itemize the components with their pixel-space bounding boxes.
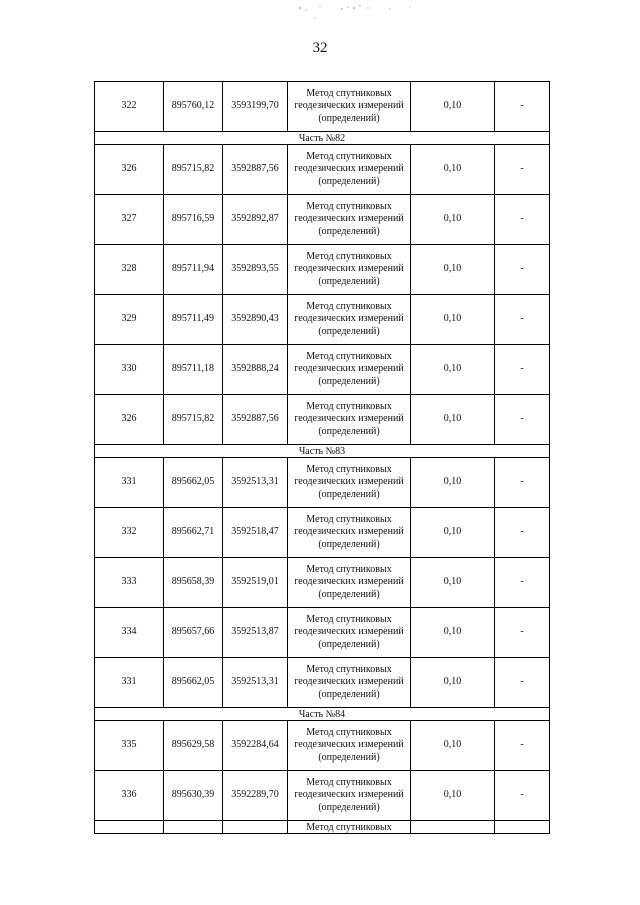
y-coordinate-cell: 3592518,47 bbox=[223, 508, 288, 558]
x-coordinate-cell: 895662,05 bbox=[164, 458, 223, 508]
table-row bbox=[95, 458, 550, 508]
method-cell: Метод спутниковых геодезических измерений (определений) bbox=[288, 345, 411, 395]
accuracy-cell: 0,10 bbox=[411, 771, 495, 821]
note-cell: - bbox=[495, 345, 550, 395]
note-cell: - bbox=[495, 658, 550, 708]
table-row bbox=[95, 821, 550, 834]
x-coordinate-cell: 895711,94 bbox=[164, 245, 223, 295]
point-number-cell bbox=[95, 821, 164, 834]
y-coordinate-cell: 3592284,64 bbox=[223, 721, 288, 771]
y-coordinate-cell: 3592513,31 bbox=[223, 658, 288, 708]
point-number-cell: 334 bbox=[95, 608, 164, 658]
point-number-cell: 336 bbox=[95, 771, 164, 821]
section-title: Часть №83 bbox=[95, 445, 550, 458]
method-cell: Метод спутниковых bbox=[288, 821, 411, 834]
method-cell: Метод спутниковых геодезических измерений (определений) bbox=[288, 145, 411, 195]
point-number-cell: 332 bbox=[95, 508, 164, 558]
x-coordinate-cell: 895662,71 bbox=[164, 508, 223, 558]
accuracy-cell: 0,10 bbox=[411, 245, 495, 295]
method-cell: Метод спутниковых геодезических измерений (определений) bbox=[288, 82, 411, 132]
section-header-row bbox=[95, 132, 550, 145]
method-cell: Метод спутниковых геодезических измерений (определений) bbox=[288, 721, 411, 771]
y-coordinate-cell: 3592888,24 bbox=[223, 345, 288, 395]
table-row bbox=[95, 345, 550, 395]
x-coordinate-cell bbox=[164, 821, 223, 834]
coordinates-table bbox=[94, 81, 550, 834]
accuracy-cell: 0,10 bbox=[411, 82, 495, 132]
table-row bbox=[95, 82, 550, 132]
point-number-cell: 327 bbox=[95, 195, 164, 245]
y-coordinate-cell: 3592890,43 bbox=[223, 295, 288, 345]
x-coordinate-cell: 895662,05 bbox=[164, 658, 223, 708]
x-coordinate-cell: 895711,49 bbox=[164, 295, 223, 345]
method-cell: Метод спутниковых геодезических измерений (определений) bbox=[288, 245, 411, 295]
point-number-cell: 331 bbox=[95, 458, 164, 508]
method-cell: Метод спутниковых геодезических измерений (определений) bbox=[288, 658, 411, 708]
y-coordinate-cell: 3592519,01 bbox=[223, 558, 288, 608]
point-number-cell: 331 bbox=[95, 658, 164, 708]
y-coordinate-cell: 3592513,31 bbox=[223, 458, 288, 508]
y-coordinate-cell: 3592892,87 bbox=[223, 195, 288, 245]
note-cell: - bbox=[495, 395, 550, 445]
x-coordinate-cell: 895629,58 bbox=[164, 721, 223, 771]
method-cell: Метод спутниковых геодезических измерений (определений) bbox=[288, 458, 411, 508]
x-coordinate-cell: 895630,39 bbox=[164, 771, 223, 821]
note-cell: - bbox=[495, 771, 550, 821]
x-coordinate-cell: 895658,39 bbox=[164, 558, 223, 608]
table-row bbox=[95, 395, 550, 445]
section-title: Часть №84 bbox=[95, 708, 550, 721]
table-row bbox=[95, 771, 550, 821]
note-cell: - bbox=[495, 508, 550, 558]
point-number-cell: 335 bbox=[95, 721, 164, 771]
section-title: Часть №82 bbox=[95, 132, 550, 145]
y-coordinate-cell: 3592289,70 bbox=[223, 771, 288, 821]
x-coordinate-cell: 895716,59 bbox=[164, 195, 223, 245]
y-coordinate-cell bbox=[223, 821, 288, 834]
method-cell: Метод спутниковых геодезических измерений (определений) bbox=[288, 508, 411, 558]
accuracy-cell: 0,10 bbox=[411, 608, 495, 658]
y-coordinate-cell: 3592887,56 bbox=[223, 145, 288, 195]
method-cell: Метод спутниковых геодезических измерений (определений) bbox=[288, 295, 411, 345]
note-cell: - bbox=[495, 145, 550, 195]
table-row bbox=[95, 508, 550, 558]
point-number-cell: 326 bbox=[95, 145, 164, 195]
accuracy-cell: 0,10 bbox=[411, 658, 495, 708]
y-coordinate-cell: 3592513,87 bbox=[223, 608, 288, 658]
accuracy-cell bbox=[411, 821, 495, 834]
note-cell: - bbox=[495, 608, 550, 658]
section-header-row bbox=[95, 445, 550, 458]
note-cell: - bbox=[495, 721, 550, 771]
note-cell: - bbox=[495, 82, 550, 132]
note-cell: - bbox=[495, 245, 550, 295]
note-cell: - bbox=[495, 558, 550, 608]
accuracy-cell: 0,10 bbox=[411, 458, 495, 508]
accuracy-cell: 0,10 bbox=[411, 295, 495, 345]
section-header-row bbox=[95, 708, 550, 721]
point-number-cell: 330 bbox=[95, 345, 164, 395]
table-row bbox=[95, 558, 550, 608]
accuracy-cell: 0,10 bbox=[411, 145, 495, 195]
point-number-cell: 333 bbox=[95, 558, 164, 608]
table-row bbox=[95, 721, 550, 771]
method-cell: Метод спутниковых геодезических измерений (определений) bbox=[288, 771, 411, 821]
x-coordinate-cell: 895715,82 bbox=[164, 145, 223, 195]
x-coordinate-cell: 895711,18 bbox=[164, 345, 223, 395]
y-coordinate-cell: 3593199,70 bbox=[223, 82, 288, 132]
accuracy-cell: 0,10 bbox=[411, 558, 495, 608]
accuracy-cell: 0,10 bbox=[411, 508, 495, 558]
table-row bbox=[95, 295, 550, 345]
accuracy-cell: 0,10 bbox=[411, 195, 495, 245]
table-row bbox=[95, 608, 550, 658]
table-row bbox=[95, 195, 550, 245]
y-coordinate-cell: 3592887,56 bbox=[223, 395, 288, 445]
accuracy-cell: 0,10 bbox=[411, 345, 495, 395]
point-number-cell: 326 bbox=[95, 395, 164, 445]
point-number-cell: 328 bbox=[95, 245, 164, 295]
y-coordinate-cell: 3592893,55 bbox=[223, 245, 288, 295]
scan-artifact bbox=[290, 0, 420, 22]
note-cell: - bbox=[495, 458, 550, 508]
accuracy-cell: 0,10 bbox=[411, 395, 495, 445]
point-number-cell: 322 bbox=[95, 82, 164, 132]
page-number: 32 bbox=[312, 40, 328, 56]
x-coordinate-cell: 895657,66 bbox=[164, 608, 223, 658]
table-row bbox=[95, 658, 550, 708]
x-coordinate-cell: 895715,82 bbox=[164, 395, 223, 445]
note-cell: - bbox=[495, 295, 550, 345]
method-cell: Метод спутниковых геодезических измерений (определений) bbox=[288, 395, 411, 445]
note-cell bbox=[495, 821, 550, 834]
table-row bbox=[95, 145, 550, 195]
accuracy-cell: 0,10 bbox=[411, 721, 495, 771]
method-cell: Метод спутниковых геодезических измерений (определений) bbox=[288, 195, 411, 245]
x-coordinate-cell: 895760,12 bbox=[164, 82, 223, 132]
table-row bbox=[95, 245, 550, 295]
note-cell: - bbox=[495, 195, 550, 245]
method-cell: Метод спутниковых геодезических измерений (определений) bbox=[288, 608, 411, 658]
method-cell: Метод спутниковых геодезических измерений (определений) bbox=[288, 558, 411, 608]
table-body bbox=[95, 82, 550, 834]
point-number-cell: 329 bbox=[95, 295, 164, 345]
